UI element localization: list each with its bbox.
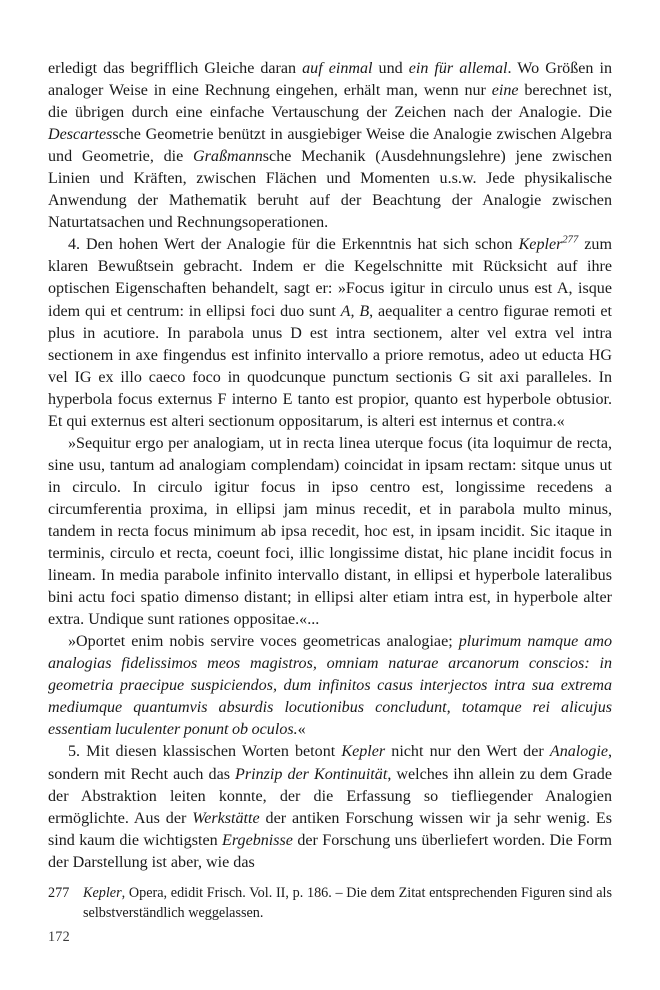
emphasis-text: Kepler [83, 885, 122, 901]
emphasis-text: Kepler [518, 236, 563, 254]
text-run: 5. Mit diesen klassischen Worten betont [68, 743, 342, 761]
paragraph-para-sequitur [48, 433, 612, 631]
text-run: und [372, 60, 409, 77]
page-number: 172 [48, 929, 70, 945]
text-run: , welches ihn allein zu dem Grade der Abstraktion leiten konnte, der die Erfassung so tiefliegender Analogien ermöglichte. Aus der [48, 765, 612, 827]
text-run: « [297, 721, 306, 739]
emphasis-text: Descartes [48, 126, 113, 144]
text-run: , Opera, edidit Frisch. Vol. II, p. 186. – Die dem Zitat entsprechenden Figuren sind als selbstverständlich weggelassen. [83, 885, 612, 921]
text-run: der antiken Forschung wissen wir ja sehr wenig. Es sind kaum die wichtigsten [48, 809, 612, 849]
text-run: sche Mechanik (Ausdehnungslehre) jene zwischen Linien und Kräften, zwischen Flächen und Momenten u.s.w. Jede physikalische Anwendung der Mathematik beruht auf der Beachtung der Analogie zwischen Naturtatsachen und Rechnungsoperationen. [48, 148, 612, 232]
emphasis-text: Prinzip der Kontinuität [235, 765, 388, 783]
emphasis-text: eine [491, 82, 519, 100]
paragraph-para-continuation [48, 58, 612, 234]
text-run: , sondern mit Recht auch das [48, 743, 612, 783]
emphasis-text: auf einmal [302, 60, 373, 77]
text-run: »Oportet enim nobis servire voces geometricas analogiae; [68, 633, 459, 651]
text-run: berechnet ist, die übrigen durch eine einfache Vertauschung der Zeichen nach der Analogie. Die [48, 82, 612, 122]
emphasis-text: Ergebnisse [222, 831, 293, 849]
text-run: , aequaliter a centro figurae remoti et plus in acutiore. In parabola unus D est intra sectionem, alter vel extra vel intra sectionem in axe fingendus est infinito intervallo a priore remotus, adeo ut educta HG vel IG ex illo caeco foco in quodcunque punctum sectionis G sit axi paralleles. In hyperbola focus externus F interno E tanto est propior, quanto est hyperbole obtusior. Et qui externus est alteri sectionum oppositarum, is alteri est internus et contra.« [48, 302, 612, 430]
emphasis-text: Werkstätte [192, 809, 260, 827]
footnote-reference: 277 [562, 235, 579, 247]
footnote-area [48, 884, 612, 923]
paragraph-para-oportet [48, 631, 612, 741]
text-run: zum klaren Bewußtsein gebracht. Indem er die Kegelschnitte mit Rücksicht auf ihre optischen Eigenschaften behandelt, sagt er: »Focus igitur in circulo unus est A, isque idem qui et centrum: in ellipsi foci duo sunt [48, 236, 612, 320]
emphasis-text: Kepler [341, 743, 386, 761]
emphasis-text: A, B [340, 302, 370, 320]
footnote [48, 884, 612, 923]
text-run: »Sequitur ergo per analogiam, ut in recta linea uterque focus (ita loquimur de recta, sine usu, tantum ad analogiam complendam) coincidat in ipsam rectam: sitque unus ut in circulo. In circulo igitur focus in ipso centro est, longissime recedens a circumferentia proxima, in ellipsi jam minus recedit, et in parabola multo minus, tandem in recta focus minimum ab ipsa recedit, hoc est, in ipsam incidit. Sic itaque in terminis, circulo et recta, coeunt foci, illic longissime distat, hic plane incidit focus in lineam. In media parabole infinito intervallo distant, in ellipsi et hyperbole lateralibus bini actu foci spatio dimenso distant; in ellipsi alter etiam intra est, in hyperbole alter extra. Undique sunt rationes oppositae.«... [48, 434, 612, 629]
emphasis-text: ein für allemal [408, 60, 508, 77]
text-run: nicht nur den Wert der [385, 743, 550, 761]
text-run: . Wo Größen in analoger Weise in eine Rechnung eingehen, erhält man, wenn nur [48, 60, 612, 100]
emphasis-text: plurimum namque amo analogias fidelissimos meos magistros, omniam naturae arcanorum conscios: in geometria praecipue suspiciendos, dum infinitos casus interjectos intra sua extrema mediumque quantumvis absurdis locutionibus concludunt, totamque rei alicujus essentiam luculenter ponunt ob oculos. [48, 633, 613, 739]
paragraph-para-5-schluss [48, 741, 612, 873]
text-run: der Forschung uns überliefert worden. Die Form der Darstellung ist aber, wie das [48, 831, 612, 871]
text-run: 4. Den hohen Wert der Analogie für die Erkenntnis hat sich schon [68, 236, 519, 254]
emphasis-text: Graßmann [193, 148, 263, 166]
text-run: sche Geometrie benützt in ausgiebiger Weise die Analogie zwischen Algebra und Geometrie, die [48, 126, 612, 166]
footnote-number: 277 [48, 885, 70, 901]
paragraph-para-4-kepler [48, 234, 612, 432]
emphasis-text: Analogie [549, 743, 608, 761]
body-text-column [48, 58, 612, 874]
footnote-text [83, 885, 612, 921]
text-run: erledigt das begrifflich Gleiche daran [48, 60, 303, 77]
